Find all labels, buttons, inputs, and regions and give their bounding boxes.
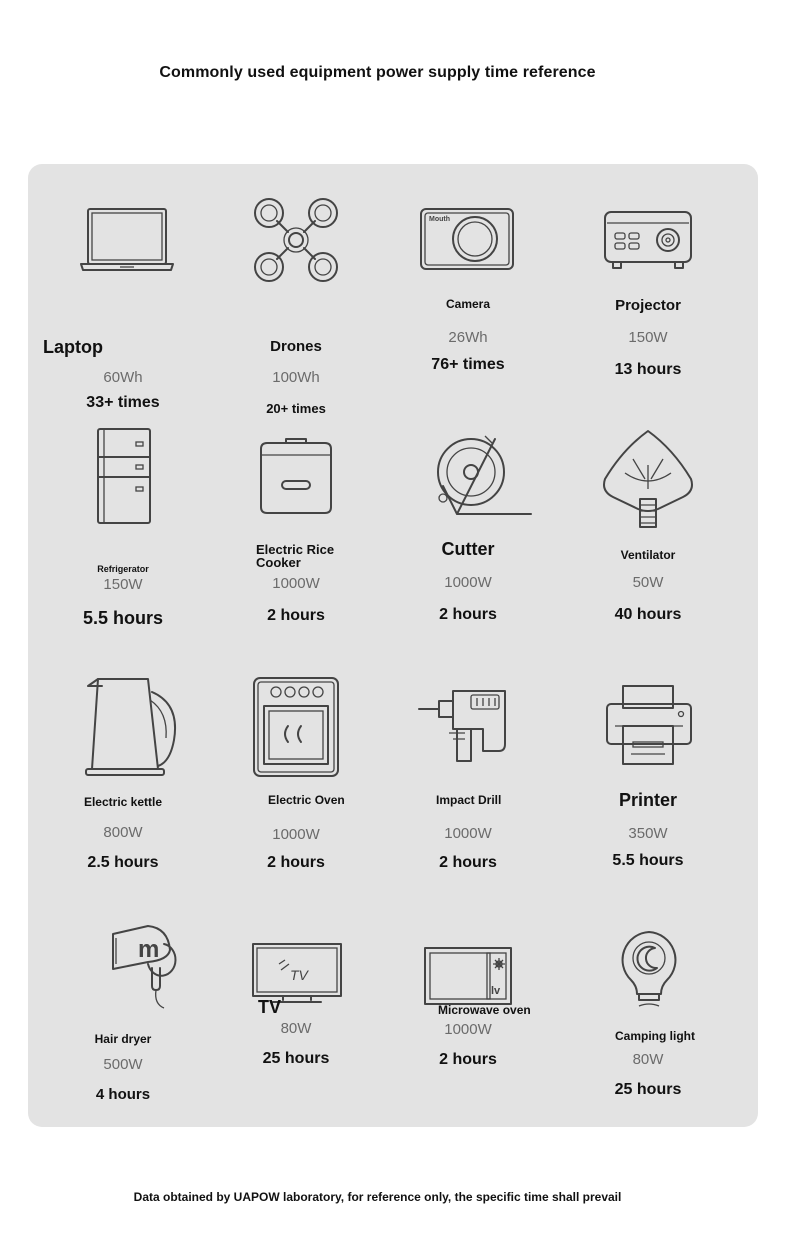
laptop-icon — [68, 204, 178, 314]
device-power: 1000W — [444, 825, 492, 842]
device-time: 25 hours — [614, 1081, 682, 1098]
microwave-icon — [413, 946, 523, 1056]
device-power: 26Wh — [448, 329, 488, 346]
page-title: Commonly used equipment power supply time reference — [159, 64, 596, 81]
device-name: Drones — [270, 338, 322, 355]
device-time: 76+ times — [431, 356, 505, 373]
device-time: 4 hours — [95, 1086, 151, 1103]
cutter-icon — [413, 434, 523, 544]
device-card-drones — [206, 194, 386, 434]
device-time: 5.5 hours — [82, 608, 164, 628]
device-name: Microwave oven — [438, 1003, 531, 1017]
drill-icon — [413, 689, 523, 799]
device-card-laptop — [33, 204, 213, 444]
device-card-drill — [378, 689, 558, 929]
device-power: 150W — [103, 576, 143, 593]
device-time: 5.5 hours — [612, 852, 684, 869]
rice-cooker-icon — [241, 439, 351, 549]
drone-icon — [241, 194, 351, 304]
device-name: Projector — [615, 297, 681, 314]
device-card-projector — [558, 209, 738, 449]
camera-icon-label: Mouth — [429, 216, 450, 223]
device-power: 1000W — [272, 826, 320, 843]
device-name: Electric Rice Cooker — [256, 542, 335, 570]
printer-icon — [593, 684, 703, 794]
device-name: Printer — [618, 790, 678, 810]
oven-icon — [241, 676, 351, 786]
device-power: 60Wh — [103, 369, 143, 386]
device-time: 2 hours — [439, 854, 497, 871]
device-time: 33+ times — [86, 394, 160, 411]
device-card-camping-light — [558, 932, 738, 1172]
device-card-camera — [378, 204, 558, 444]
device-time: 2 hours — [439, 1051, 497, 1068]
device-power: 100Wh — [272, 369, 320, 386]
device-grid — [28, 164, 758, 1127]
ventilator-icon — [593, 429, 703, 539]
hair-dryer-icon — [68, 924, 178, 1034]
device-power: 80W — [280, 1020, 312, 1037]
device-name: Electric Oven — [268, 793, 345, 807]
device-name: TV — [258, 997, 282, 1017]
device-name: Cutter — [441, 539, 495, 559]
device-time: 2 hours — [439, 606, 497, 623]
device-name: Impact Drill — [436, 793, 502, 807]
refrigerator-icon — [68, 426, 178, 536]
device-power: 1000W — [444, 574, 492, 591]
tv-icon-label: TV — [290, 967, 308, 983]
device-card-cutter — [378, 434, 558, 674]
device-power: 1000W — [444, 1021, 492, 1038]
hair-dryer-icon-label: m — [138, 936, 160, 963]
device-name: Camping light — [615, 1029, 695, 1043]
device-name: Camera — [445, 297, 491, 311]
device-card-hair-dryer — [33, 924, 213, 1164]
device-name: Hair dryer — [94, 1032, 152, 1046]
device-power: 1000W — [272, 575, 320, 592]
device-power: 80W — [632, 1051, 664, 1068]
device-time: 20+ times — [266, 401, 326, 416]
device-power: 150W — [628, 329, 668, 346]
device-card-printer — [558, 684, 738, 924]
device-card-refrigerator — [33, 426, 213, 666]
device-card-tv — [206, 942, 386, 1182]
microwave-icon-label: lv — [491, 985, 501, 997]
device-power: 50W — [632, 574, 664, 591]
device-name: Electric kettle — [83, 795, 163, 809]
device-time: 25 hours — [262, 1050, 330, 1067]
device-name: Laptop — [43, 337, 103, 357]
device-name: Refrigerator — [97, 564, 149, 574]
camping-light-icon — [593, 932, 703, 1042]
device-card-rice-cooker — [206, 439, 386, 679]
device-card-ventilator — [558, 429, 738, 669]
kettle-icon — [68, 674, 178, 784]
device-time: 2 hours — [267, 607, 325, 624]
device-power: 500W — [103, 1056, 143, 1073]
device-card-oven — [206, 676, 386, 916]
device-name: Ventilator — [620, 548, 676, 562]
device-time: 2.5 hours — [87, 854, 159, 871]
device-card-kettle — [33, 674, 213, 914]
device-time: 2 hours — [267, 854, 325, 871]
device-time: 13 hours — [614, 361, 682, 378]
footer-note: Data obtained by UAPOW laboratory, for reference only, the specific time shall prevail — [133, 1190, 622, 1204]
device-power: 800W — [103, 824, 143, 841]
device-power: 350W — [628, 825, 668, 842]
device-time: 40 hours — [614, 606, 682, 623]
device-card-microwave — [378, 946, 558, 1186]
